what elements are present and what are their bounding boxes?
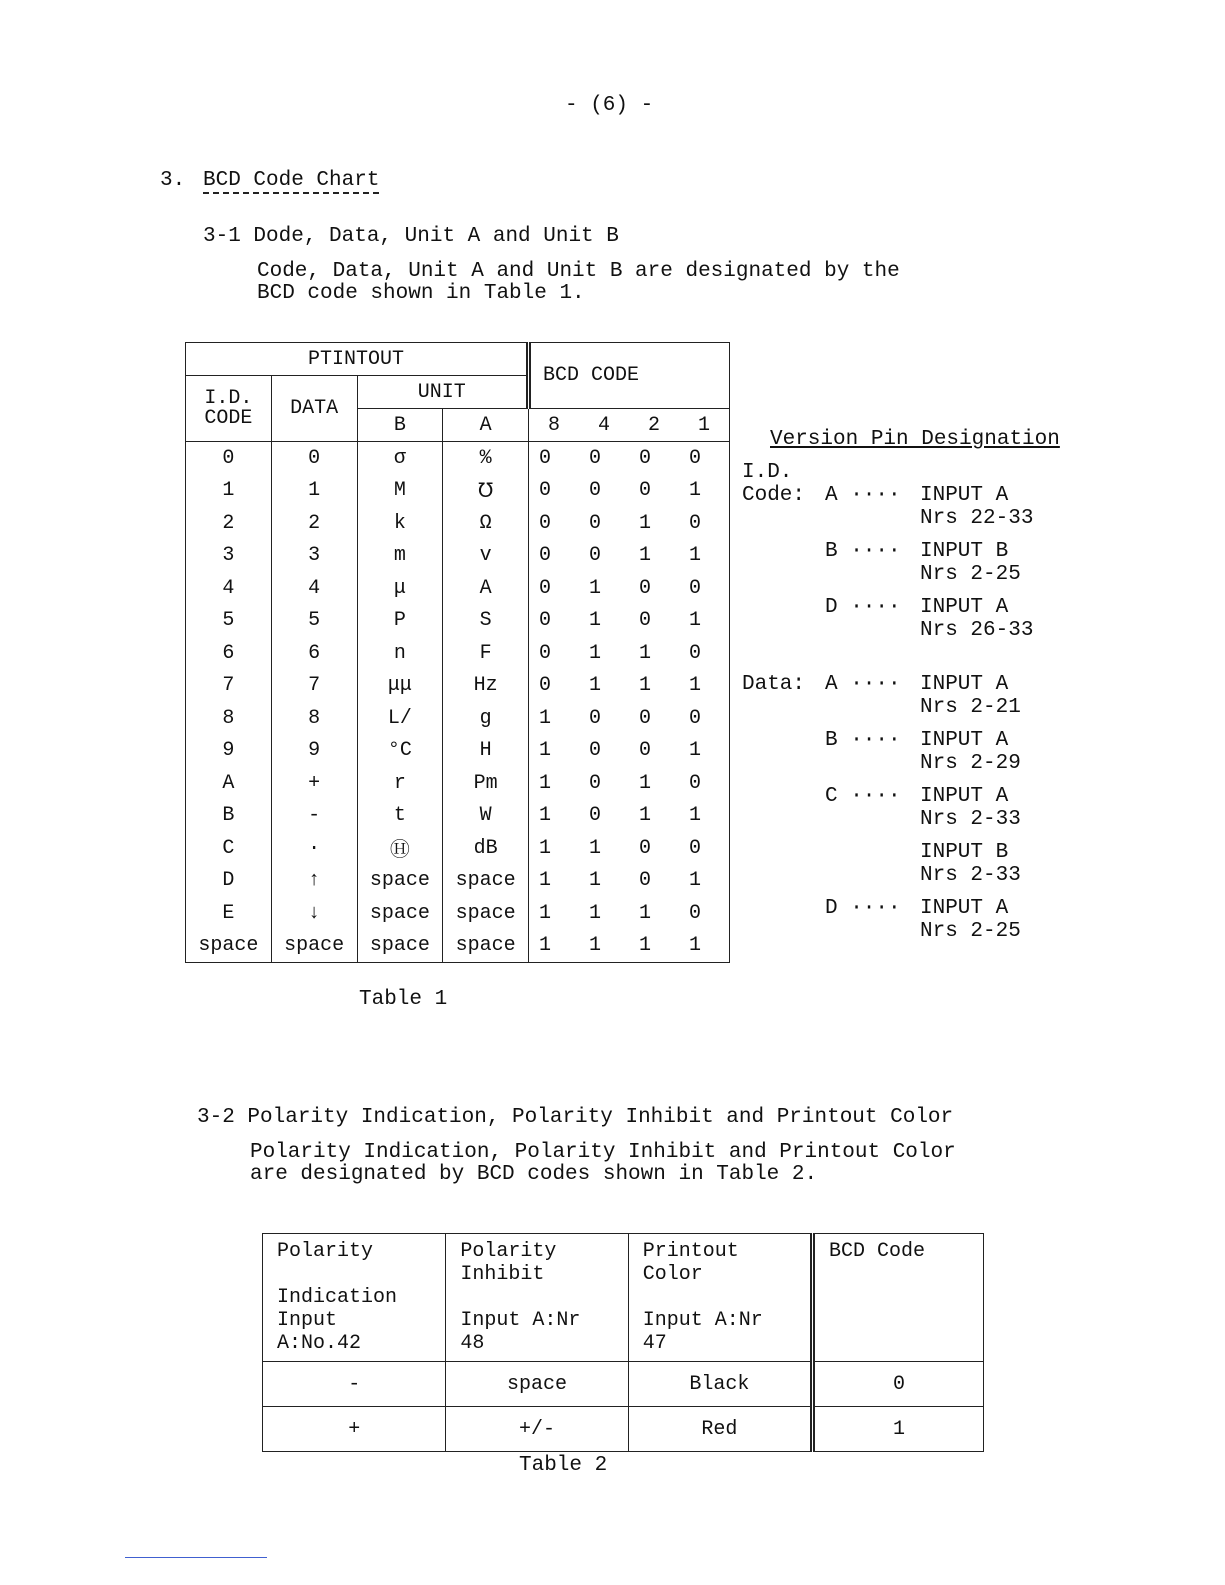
bit-2-cell: 0 <box>639 446 652 470</box>
data-cell: 4 <box>271 572 357 605</box>
unit-a-header: A <box>443 409 529 442</box>
bit-2-cell: 0 <box>639 706 652 730</box>
bit-4-cell: 1 <box>589 836 602 860</box>
bit-4-cell: 0 <box>589 804 602 828</box>
bit-2-cell: 1 <box>639 674 652 698</box>
printout-color-cell: Black <box>628 1362 812 1407</box>
paragraph-line: are designated by BCD codes shown in Table 2. <box>250 1163 818 1186</box>
data-cell: space <box>271 930 357 963</box>
unit-a-cell: F <box>443 637 529 670</box>
table-row <box>186 865 730 898</box>
table-row <box>186 800 730 833</box>
bit-2-cell: 0 <box>639 479 652 503</box>
unit-b-cell: Ⓗ <box>357 832 443 865</box>
table-row <box>186 540 730 573</box>
bit-8-cell: 0 <box>539 479 552 503</box>
version-value: Nrs 26-33 <box>920 619 1034 642</box>
table-row <box>186 475 730 508</box>
polarity-table <box>262 1233 984 1452</box>
unit-a-cell: ℧ <box>443 475 529 508</box>
id-code-cell: D <box>186 865 272 898</box>
bcd-code-header: BCD Code <box>813 1234 984 1362</box>
footer-rule <box>125 1557 267 1558</box>
bit-1-header: 1 <box>679 409 730 442</box>
id-code-cell: 3 <box>186 540 272 573</box>
bit-8-cell: 0 <box>539 511 552 535</box>
id-code-cell: space <box>186 930 272 963</box>
data-label: Data: <box>742 673 806 696</box>
id-code-cell: 4 <box>186 572 272 605</box>
bit-8-cell: 1 <box>539 836 552 860</box>
bit-8-cell: 1 <box>539 869 552 893</box>
unit-a-cell: % <box>443 442 529 475</box>
unit-b-cell: μ <box>357 572 443 605</box>
version-key: B ···· <box>825 540 901 563</box>
unit-b-cell: P <box>357 605 443 638</box>
unit-b-cell: space <box>357 897 443 930</box>
data-cell: 7 <box>271 670 357 703</box>
table-row <box>263 1362 984 1407</box>
version-value: Nrs 2-33 <box>920 808 1021 831</box>
bit-4-cell: 0 <box>589 446 602 470</box>
bit-8-cell: 0 <box>539 609 552 633</box>
data-cell: 1 <box>271 475 357 508</box>
unit-header: UNIT <box>357 376 529 409</box>
table-row <box>186 605 730 638</box>
id-code-cell: B <box>186 800 272 833</box>
bit-4-cell: 0 <box>589 479 602 503</box>
printout-header: PTINTOUT <box>186 343 529 376</box>
printout-color-header: Printout Color Input A:Nr 47 <box>628 1234 812 1362</box>
data-cell: 0 <box>271 442 357 475</box>
unit-a-cell: Pm <box>443 767 529 800</box>
unit-a-cell: Hz <box>443 670 529 703</box>
data-cell: 2 <box>271 507 357 540</box>
id-code-cell: 1 <box>186 475 272 508</box>
bit-2-cell: 0 <box>639 869 652 893</box>
version-value: INPUT A <box>920 673 1009 696</box>
id-code-cell: 6 <box>186 637 272 670</box>
version-value: INPUT A <box>920 785 1009 808</box>
unit-b-cell: μμ <box>357 670 443 703</box>
bit-4-header: 4 <box>579 409 629 442</box>
paragraph-line: Code, Data, Unit A and Unit B are designated by the <box>257 260 900 283</box>
bit-8-cell: 0 <box>539 544 552 568</box>
polarity-indication-cell: - <box>263 1362 446 1407</box>
bit-1-cell: 0 <box>679 897 730 930</box>
table-row <box>263 1407 984 1452</box>
unit-b-cell: k <box>357 507 443 540</box>
id-code-cell: C <box>186 832 272 865</box>
id-code-cell: A <box>186 767 272 800</box>
bit-1-cell: 1 <box>679 475 730 508</box>
version-value: INPUT A <box>920 596 1009 619</box>
bit-4-cell: 0 <box>589 739 602 763</box>
bit-4-cell: 1 <box>589 609 602 633</box>
unit-a-cell: space <box>443 865 529 898</box>
polarity-indication-header: Polarity Indication Input A:No.42 <box>263 1234 446 1362</box>
version-key: A ···· <box>825 673 901 696</box>
bit-8-cell: 1 <box>529 930 580 963</box>
bit-4-cell: 0 <box>589 706 602 730</box>
subsection-heading: 3-2 Polarity Indication, Polarity Inhibit and Printout Color <box>197 1106 954 1129</box>
unit-b-cell: r <box>357 767 443 800</box>
table-row <box>186 930 730 963</box>
version-value: INPUT B <box>920 540 1009 563</box>
bit-2-cell: 1 <box>639 641 652 665</box>
version-key: B ···· <box>825 729 901 752</box>
version-value: Nrs 2-33 <box>920 864 1021 887</box>
bit-8-cell: 0 <box>539 641 552 665</box>
unit-a-cell: A <box>443 572 529 605</box>
unit-a-cell: dB <box>443 832 529 865</box>
bit-8-cell: 0 <box>539 576 552 600</box>
data-cell: ↓ <box>271 897 357 930</box>
bit-4-cell: 0 <box>589 544 602 568</box>
unit-b-cell: σ <box>357 442 443 475</box>
table-row <box>186 637 730 670</box>
bit-4-cell: 1 <box>589 901 602 925</box>
bit-1-cell: 0 <box>679 572 730 605</box>
bcd-code-header: BCD CODE <box>529 343 730 409</box>
bit-1-cell: 1 <box>679 930 730 963</box>
unit-a-cell: Ω <box>443 507 529 540</box>
unit-b-cell: space <box>357 865 443 898</box>
version-value: Nrs 2-25 <box>920 563 1021 586</box>
bit-2-cell: 1 <box>629 930 679 963</box>
bit-4-cell: 0 <box>589 511 602 535</box>
table-caption: Table 1 <box>359 988 448 1011</box>
bit-2-cell: 0 <box>639 576 652 600</box>
version-key: D ···· <box>825 897 901 920</box>
bit-1-cell: 0 <box>679 767 730 800</box>
version-value: INPUT A <box>920 484 1009 507</box>
table-row <box>186 897 730 930</box>
bit-2-cell: 1 <box>639 804 652 828</box>
unit-a-cell: v <box>443 540 529 573</box>
unit-a-cell: W <box>443 800 529 833</box>
id-code-cell: 7 <box>186 670 272 703</box>
id-code-cell: 5 <box>186 605 272 638</box>
paragraph-line: Polarity Indication, Polarity Inhibit and Printout Color <box>250 1141 956 1164</box>
subsection-heading: 3-1 Dode, Data, Unit A and Unit B <box>203 225 619 248</box>
bit-2-cell: 1 <box>639 511 652 535</box>
unit-b-cell: m <box>357 540 443 573</box>
polarity-indication-cell: + <box>263 1407 446 1452</box>
bit-4-cell: 1 <box>579 930 629 963</box>
bit-1-cell: 0 <box>679 442 730 475</box>
bit-1-cell: 1 <box>679 605 730 638</box>
section-number: 3. <box>160 169 186 192</box>
id-code-cell: 8 <box>186 702 272 735</box>
bit-8-cell: 1 <box>539 706 552 730</box>
version-value: Nrs 2-29 <box>920 752 1021 775</box>
version-value: Nrs 2-25 <box>920 920 1021 943</box>
unit-b-header: B <box>357 409 443 442</box>
data-cell: 3 <box>271 540 357 573</box>
page-number: - (6) - <box>565 94 654 117</box>
data-cell: ↑ <box>271 865 357 898</box>
bit-1-cell: 1 <box>679 865 730 898</box>
bcd-code-cell: 1 <box>813 1407 984 1452</box>
version-key: C ···· <box>825 785 901 808</box>
bit-8-cell: 1 <box>539 739 552 763</box>
bit-1-cell: 1 <box>679 540 730 573</box>
section-title: BCD Code Chart <box>203 169 380 192</box>
bit-2-cell: 1 <box>639 771 652 795</box>
bit-8-cell: 1 <box>539 771 552 795</box>
table-row <box>186 735 730 768</box>
id-code-cell: 0 <box>186 442 272 475</box>
bit-1-cell: 0 <box>679 702 730 735</box>
bit-2-cell: 0 <box>639 609 652 633</box>
unit-b-cell: M <box>357 475 443 508</box>
version-key: D ···· <box>825 596 901 619</box>
bit-8-header: 8 <box>529 409 580 442</box>
data-cell: 5 <box>271 605 357 638</box>
bit-1-cell: 1 <box>679 800 730 833</box>
unit-a-cell: space <box>443 930 529 963</box>
table-row <box>186 702 730 735</box>
polarity-inhibit-header: Polarity Inhibit Input A:Nr 48 <box>446 1234 628 1362</box>
unit-a-cell: S <box>443 605 529 638</box>
version-value: INPUT A <box>920 729 1009 752</box>
unit-b-cell: space <box>357 930 443 963</box>
data-cell: + <box>271 767 357 800</box>
polarity-inhibit-cell: +/- <box>446 1407 628 1452</box>
bit-1-cell: 0 <box>679 507 730 540</box>
table-row <box>186 572 730 605</box>
version-value: INPUT A <box>920 897 1009 920</box>
bit-2-cell: 0 <box>639 836 652 860</box>
bit-8-cell: 1 <box>539 901 552 925</box>
id-code-cell: E <box>186 897 272 930</box>
paragraph-line: BCD code shown in Table 1. <box>257 282 585 305</box>
bit-8-cell: 0 <box>539 446 552 470</box>
data-header: DATA <box>271 376 357 442</box>
bit-1-cell: 1 <box>679 735 730 768</box>
id-code-cell: 9 <box>186 735 272 768</box>
version-title: Version Pin Designation <box>770 428 1060 451</box>
version-key: A ···· <box>825 484 901 507</box>
table-row <box>186 767 730 800</box>
id-label: I.D. <box>742 461 793 484</box>
data-cell: · <box>271 832 357 865</box>
unit-b-cell: °C <box>357 735 443 768</box>
unit-b-cell: L/ <box>357 702 443 735</box>
id-code-header: I.D. CODE <box>186 376 272 442</box>
unit-b-cell: t <box>357 800 443 833</box>
data-cell: - <box>271 800 357 833</box>
table-row <box>186 442 730 475</box>
bcd-code-cell: 0 <box>813 1362 984 1407</box>
bit-1-cell: 1 <box>679 670 730 703</box>
bit-2-cell: 1 <box>639 901 652 925</box>
bit-4-cell: 1 <box>589 674 602 698</box>
version-value: INPUT B <box>920 841 1009 864</box>
bit-4-cell: 1 <box>589 869 602 893</box>
table-row <box>186 832 730 865</box>
data-cell: 6 <box>271 637 357 670</box>
data-cell: 8 <box>271 702 357 735</box>
bcd-code-table <box>185 342 730 963</box>
data-cell: 9 <box>271 735 357 768</box>
unit-b-cell: n <box>357 637 443 670</box>
bit-4-cell: 1 <box>589 641 602 665</box>
bit-2-cell: 0 <box>639 739 652 763</box>
bit-2-cell: 1 <box>639 544 652 568</box>
table-caption: Table 2 <box>519 1454 608 1477</box>
table-row <box>186 670 730 703</box>
bit-1-cell: 0 <box>679 832 730 865</box>
bit-4-cell: 0 <box>589 771 602 795</box>
bit-1-cell: 0 <box>679 637 730 670</box>
bit-8-cell: 0 <box>539 674 552 698</box>
unit-a-cell: space <box>443 897 529 930</box>
printout-color-cell: Red <box>628 1407 812 1452</box>
bit-4-cell: 1 <box>589 576 602 600</box>
unit-a-cell: H <box>443 735 529 768</box>
bit-8-cell: 1 <box>539 804 552 828</box>
code-label: Code: <box>742 484 806 507</box>
version-value: Nrs 22-33 <box>920 507 1034 530</box>
unit-a-cell: g <box>443 702 529 735</box>
id-code-cell: 2 <box>186 507 272 540</box>
bit-2-header: 2 <box>629 409 679 442</box>
version-value: Nrs 2-21 <box>920 696 1021 719</box>
table-row <box>186 507 730 540</box>
polarity-inhibit-cell: space <box>446 1362 628 1407</box>
